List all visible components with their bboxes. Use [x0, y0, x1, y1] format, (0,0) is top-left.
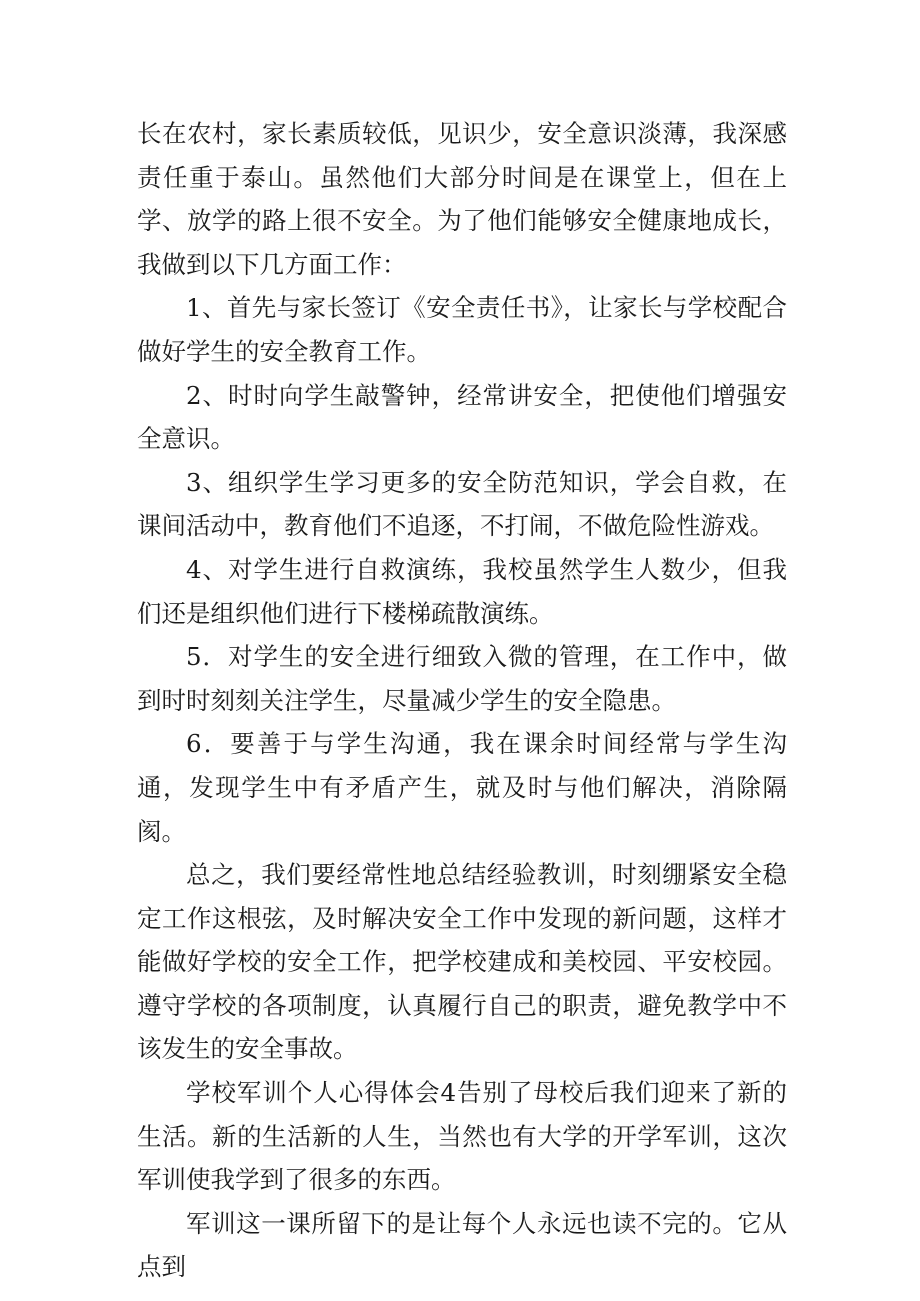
paragraph-item-3: 3、组织学生学习更多的安全防范知识，学会自救，在课间活动中，教育他们不追逐，不打闹，不做危险性游戏。: [137, 467, 787, 541]
paragraph-item-6: 6．要善于与学生沟通，我在课余时间经常与学生沟通，发现学生中有矛盾产生，就及时与他们解决，消除隔阂。: [137, 729, 787, 846]
document-page: [137, 112, 787, 1289]
paragraph-item-4: 4、对学生进行自救演练，我校虽然学生人数少，但我们还是组织他们进行下楼梯疏散演练。: [137, 554, 787, 628]
paragraph-item-2: 2、时时向学生敲警钟，经常讲安全，把使他们增强安全意识。: [137, 380, 787, 454]
paragraph-continuation: 长在农村，家长素质较低，见识少，安全意识淡薄，我深感责任重于泰山。虽然他们大部分时间是在课堂上，但在上学、放学的路上很不安全。为了他们能够安全健康地成长，我做到以下几方面工作：: [137, 119, 787, 279]
paragraph-military-training-lesson: 军训这一课所留下的是让每个人永远也读不完的。它从点到: [137, 1208, 787, 1282]
paragraph-item-1: 1、首先与家长签订《安全责任书》，让家长与学校配合做好学生的安全教育工作。: [137, 293, 787, 366]
paragraph-summary: 总之，我们要经常性地总结经验教训，时刻绷紧安全稳定工作这根弦，及时解决安全工作中发现的新问题，这样才能做好学校的安全工作，把学校建成和美校园、平安校园。遵守学校的各项制度，认真履行自己的职责，避免教学中不该发生的安全事故。: [137, 860, 787, 1064]
paragraph-military-training-intro: 学校军训个人心得体会4告别了母校后我们迎来了新的生活。新的生活新的人生，当然也有大学的开学军训，这次军训使我学到了很多的东西。: [137, 1078, 787, 1195]
paragraph-item-5: 5．对学生的安全进行细致入微的管理，在工作中，做到时时刻刻关注学生，尽量减少学生的安全隐患。: [137, 642, 787, 715]
